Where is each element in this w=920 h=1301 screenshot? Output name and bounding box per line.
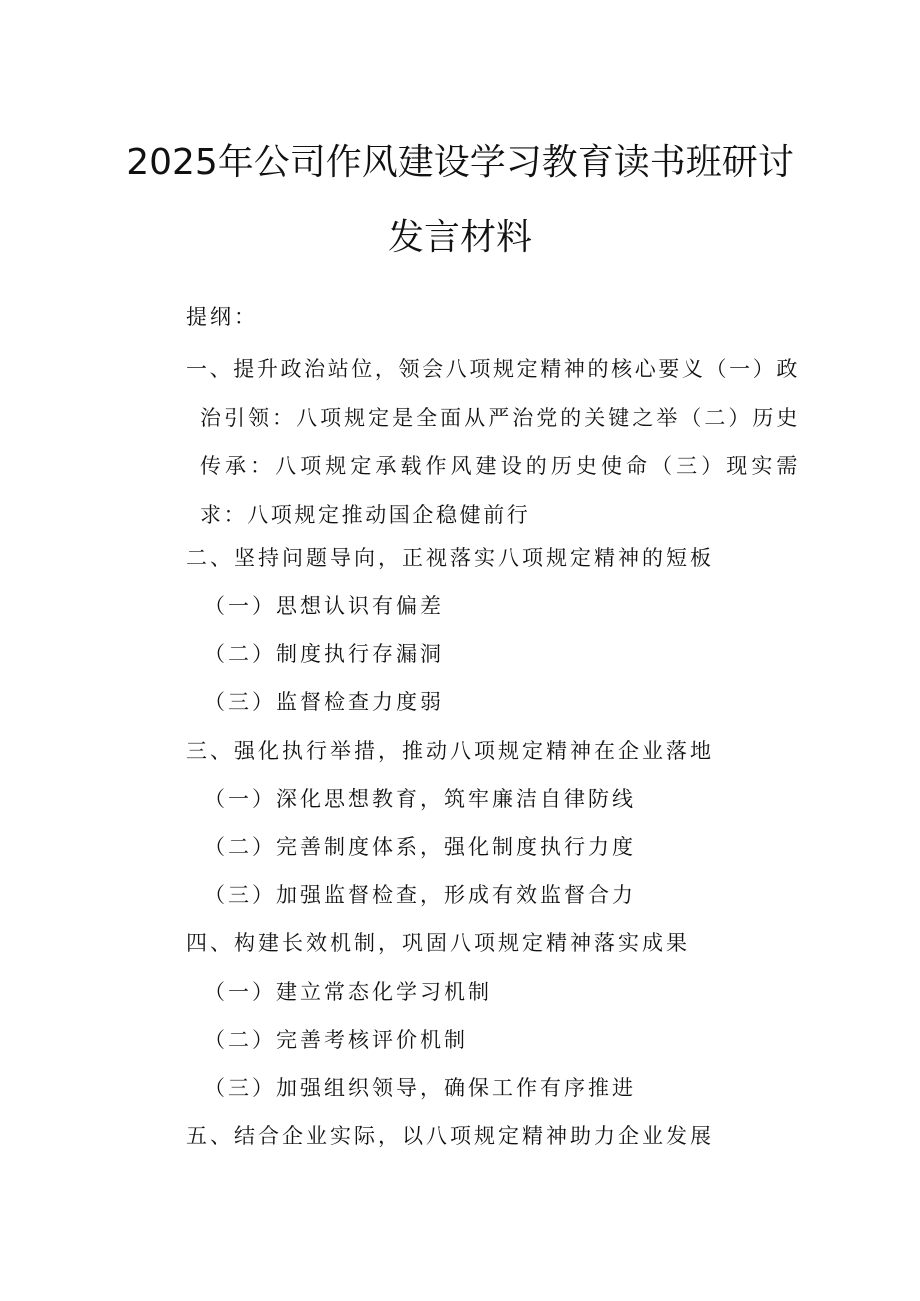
- section-2-heading: 二、坚持问题导向，正视落实八项规定精神的短板: [186, 546, 714, 570]
- section-4-item-2: （二）完善考核评价机制: [204, 1028, 468, 1052]
- section-3-item-2: （二）完善制度体系，强化制度执行力度: [204, 835, 636, 859]
- section-1-paragraph: 一、提升政治站位，领会八项规定精神的核心要义（一）政治引领：八项规定是全面从严治党的关键之举（二）历史传承：八项规定承载作风建设的历史使命（三）现实需求：八项规定推动国企稳健前行: [186, 357, 800, 527]
- document-title-line-2: 发言材料: [387, 217, 532, 258]
- outline-label: 提纲：: [186, 305, 258, 329]
- section-4-item-3: （三）加强组织领导，确保工作有序推进: [204, 1076, 636, 1100]
- section-3-heading: 三、强化执行举措，推动八项规定精神在企业落地: [186, 739, 714, 763]
- document-title-line-1: 2025年公司作风建设学习教育读书班研讨: [126, 142, 794, 183]
- section-3-item-3: （三）加强监督检查，形成有效监督合力: [204, 883, 636, 907]
- section-3-item-1: （一）深化思想教育，筑牢廉洁自律防线: [204, 787, 636, 811]
- section-5-heading: 五、结合企业实际，以八项规定精神助力企业发展: [186, 1124, 714, 1148]
- section-2-item-2: （二）制度执行存漏洞: [204, 642, 444, 666]
- section-2-item-1: （一）思想认识有偏差: [204, 594, 444, 618]
- section-4-item-1: （一）建立常态化学习机制: [204, 980, 492, 1004]
- section-4-heading: 四、构建长效机制，巩固八项规定精神落实成果: [186, 931, 690, 955]
- section-2-item-3: （三）监督检查力度弱: [204, 690, 444, 714]
